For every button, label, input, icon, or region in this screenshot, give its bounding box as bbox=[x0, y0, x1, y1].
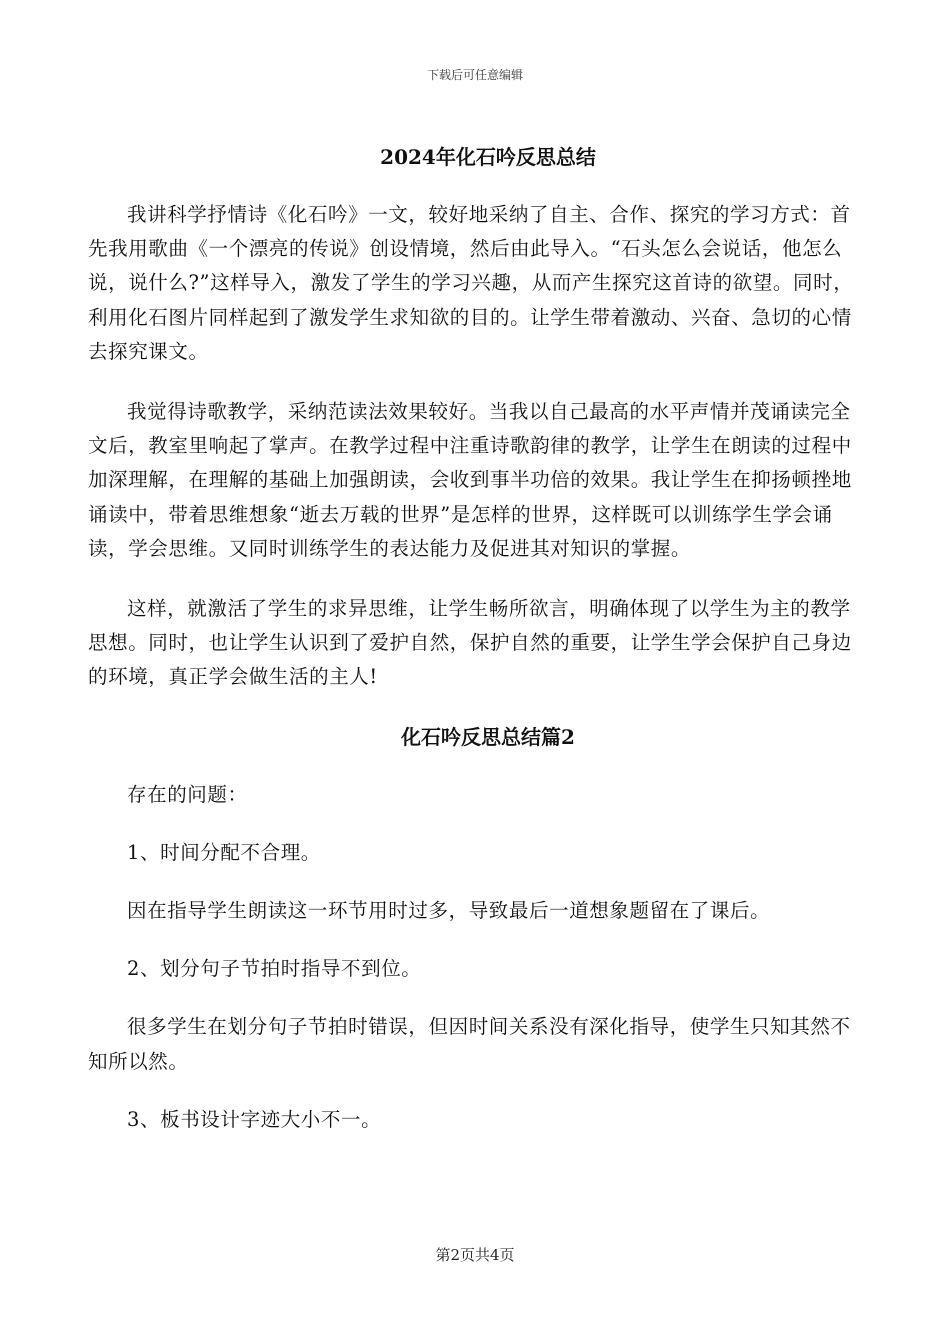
paragraph-problem-1-detail: 因在指导学生朗读这一环节用时过多，导致最后一道想象题留在了课后。 bbox=[127, 899, 771, 923]
list-item-problem-1: 1、时间分配不合理。 bbox=[127, 840, 321, 864]
paragraph-intro: 我讲科学抒情诗《化石吟》一文，较好地采纳了自主、合作、探究的学习方式：首先我用歌曲《一个漂亮的传说》创设情境，然后由此导入。“石头怎么会说话，他怎么说，说什么?”这样导入，激发了学生的学习兴趣，从而产生探究这首诗的欲望。同时，利用化石图片同样起到了激发学生求知欲的目的。让学生带着激动、兴奋、急切的心情去探究课文。 bbox=[88, 203, 854, 363]
paragraph-problem-2-detail: 很多学生在划分句子节拍时错误，但因时间关系没有深化指导，使学生只知其然不知所以然。 bbox=[88, 1015, 851, 1073]
list-item-problem-3: 3、板书设计字迹大小不一。 bbox=[127, 1107, 382, 1131]
list-item-problem-2: 2、划分句子节拍时指导不到位。 bbox=[127, 957, 422, 981]
paragraph-conclusion: 这样，就激活了学生的求异思维，让学生畅所欲言，明确体现了以学生为主的教学思想。同时，也让学生认识到了爱护自然，保护自然的重要，让学生学会保护自己身边的环境，真正学会做生活的主人! bbox=[88, 597, 852, 689]
paragraph-reading-method: 我觉得诗歌教学，采纳范读法效果较好。当我以自己最高的水平声情并茂诵读完全文后，教室里响起了掌声。在教学过程中注重诗歌韵律的教学，让学生在朗读的过程中加深理解，在理解的基础上加强朗读，会收到事半功倍的效果。我让学生在抑扬顿挫地诵读中，带着思维想象“逝去万载的世界”是怎样的世界，这样既可以训练学生学会诵读，学会思维。又同时训练学生的表达能力及促进其对知识的掌握。 bbox=[88, 400, 852, 560]
document-body bbox=[88, 140, 860, 1137]
document-title: 2024年化石吟反思总结 bbox=[380, 145, 596, 169]
paragraph-problems-heading: 存在的问题： bbox=[127, 782, 248, 806]
page-number: 第2页共4页 bbox=[435, 1246, 515, 1264]
section-title-part2: 化石吟反思总结篇2 bbox=[401, 724, 575, 749]
header-note: 下载后可任意编辑 bbox=[426, 68, 523, 82]
